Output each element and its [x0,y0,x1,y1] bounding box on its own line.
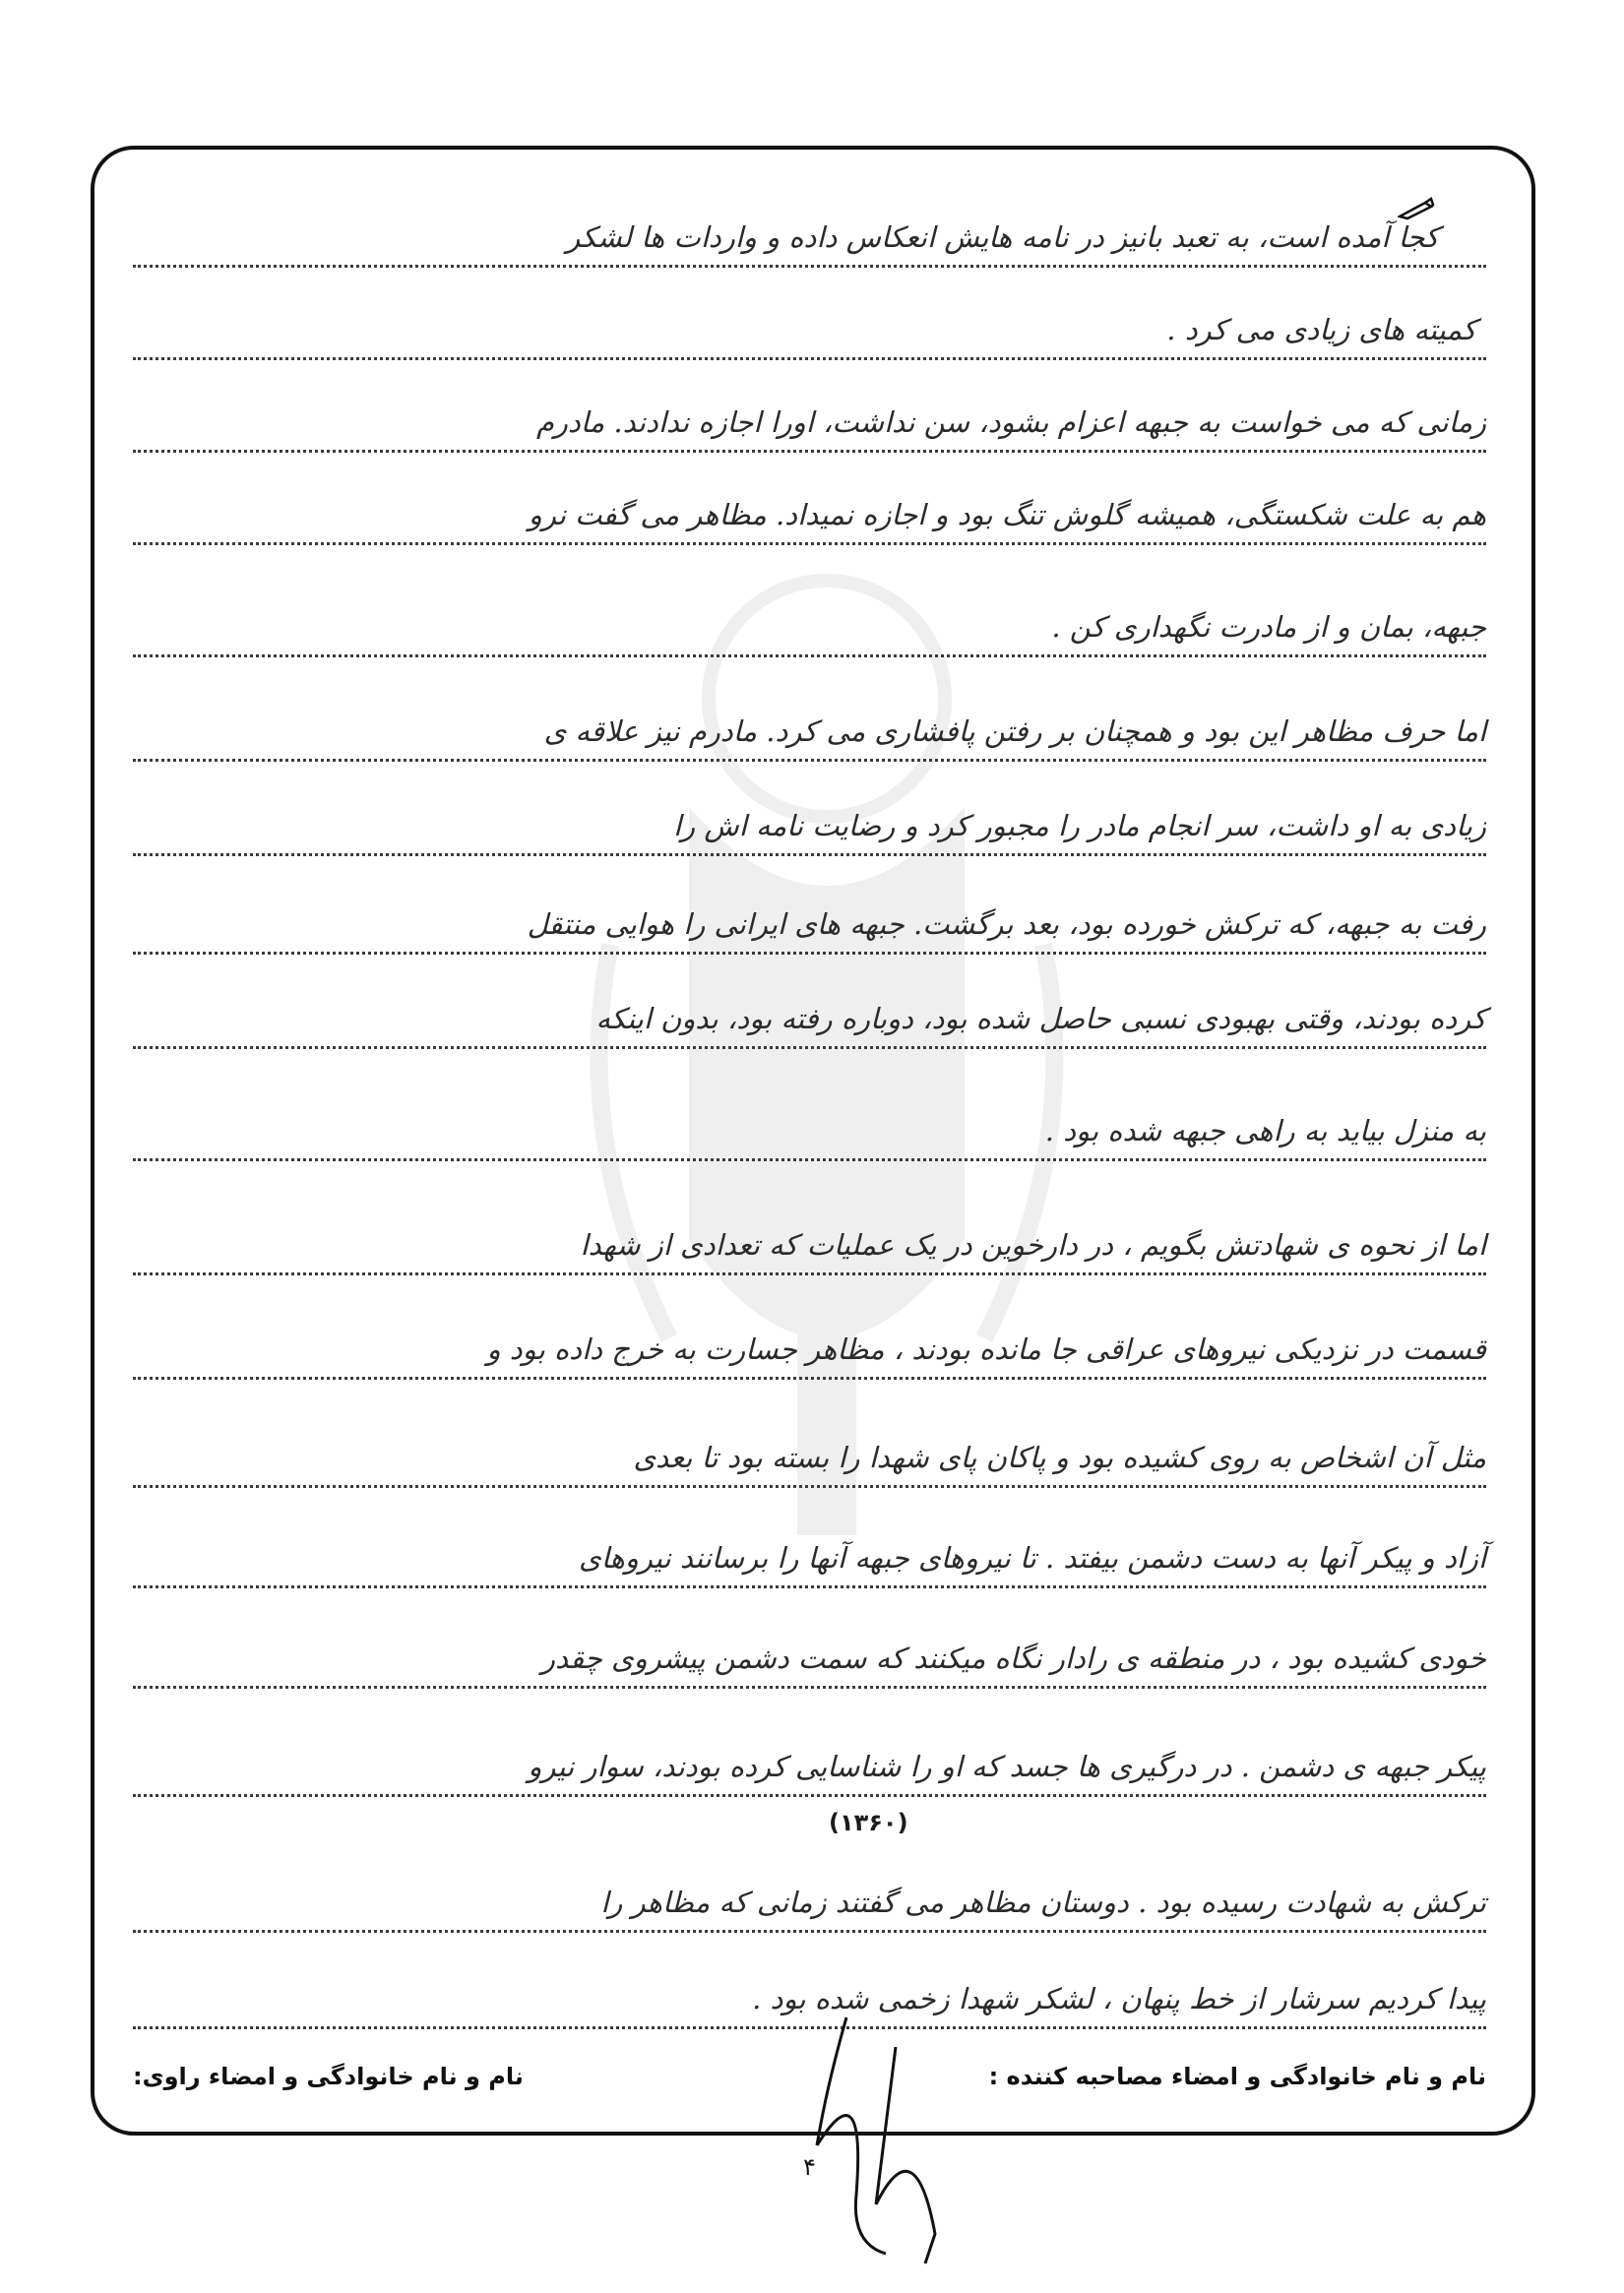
interviewer-label: نام و نام خانوادگی و امضاء مصاحبه کننده : [988,2063,1486,2090]
line-text: ترکش به شهادت رسیده بود . دوستان مظاهر می گفتند زمانی که مظاهر را [600,1886,1486,1919]
text-line [133,1703,1486,1797]
line-text: به منزل بیاید به راهی جبهه شده بود . [1044,1114,1486,1147]
line-text: جبهه، بمان و از مادرت نگهداری کن . [1051,610,1486,644]
text-line [133,860,1486,955]
text-line [133,762,1486,856]
text-line [133,563,1486,657]
text-line [133,173,1486,268]
line-text: کرده بودند، وقتی بهبودی نسبی حاصل شده بود، دوباره رفته بود، بدون اینکه [595,1002,1486,1035]
text-line [133,266,1486,360]
line-text: اما حرف مظاهر این بود و همچنان بر رفتن پافشاری می کرد. مادرم نیز علاقه ی [543,714,1486,748]
line-text: پیدا کردیم سرشار از خط پنهان ، لشکر شهدا زخمی شده بود . [752,1982,1486,2015]
year-note: (۱۳۶۰) [829,1809,908,1836]
line-text: زیادی به او داشت، سر انجام مادر را مجبور کرد و رضایت نامه اش را [673,809,1486,842]
text-line [133,1494,1486,1588]
footer-signature-labels [133,2052,1486,2101]
line-text: هم به علت شکستگی، همیشه گلوش تنگ بود و اجازه نمیداد. مظاهر می گفت نرو [528,498,1486,531]
text-line [133,667,1486,762]
line-text: رفت به جبهه، که ترکش خورده بود، بعد برگشت. جبهه های ایرانی را هوایی منتقل [527,907,1486,941]
line-text: خودی کشیده بود ، در منطقه ی رادار نگاه میکنند که سمت دشمن پیشروی چقدر [540,1642,1486,1675]
line-text: مثل آن اشخاص به روی کشیده بود و پاکان پای شهدا را بسته بود تا بعدی [633,1441,1486,1474]
text-line [133,1181,1486,1275]
page-number: ۴ [803,2153,816,2181]
line-text: پیکر جبهه ی دشمن . در درگیری ها جسد که او را شناسایی کرده بودند، سوار نیرو [528,1750,1486,1783]
handwritten-lines [133,0,1486,2293]
line-text: اما از نحوه ی شهادتش بگویم ، در دارخوین در یک عملیات که تعدادی از شهدا [580,1228,1486,1262]
text-line [133,1394,1486,1488]
text-line [133,1067,1486,1161]
line-text: آزاد و پیکر آنها به دست دشمن بیفتد . تا نیروهای جبهه آنها را برسانند نیروهای [579,1541,1486,1575]
line-text: کجا آمده است، به تعبد بانیز در نامه هایش انعکاس داده و واردات ها لشکر [566,220,1439,254]
narrator-label: نام و نام خانوادگی و امضاء راوی: [133,2063,524,2090]
line-text: زمانی که می خواست به جبهه اعزام بشود، سن نداشت، اورا اجازه ندادند. مادرم [535,405,1486,439]
line-text: قسمت در نزدیکی نیروهای عراقی جا مانده بودند ، مظاهر جسارت به خرج داده بود و [486,1332,1486,1366]
text-line [133,451,1486,545]
text-line [133,1838,1486,1933]
text-line [133,955,1486,1049]
signature [807,2008,1004,2273]
text-line [133,1285,1486,1380]
line-text: کمیته هاى زیادی می کرد . [1166,313,1476,346]
text-line [133,358,1486,453]
text-line [133,1594,1486,1689]
